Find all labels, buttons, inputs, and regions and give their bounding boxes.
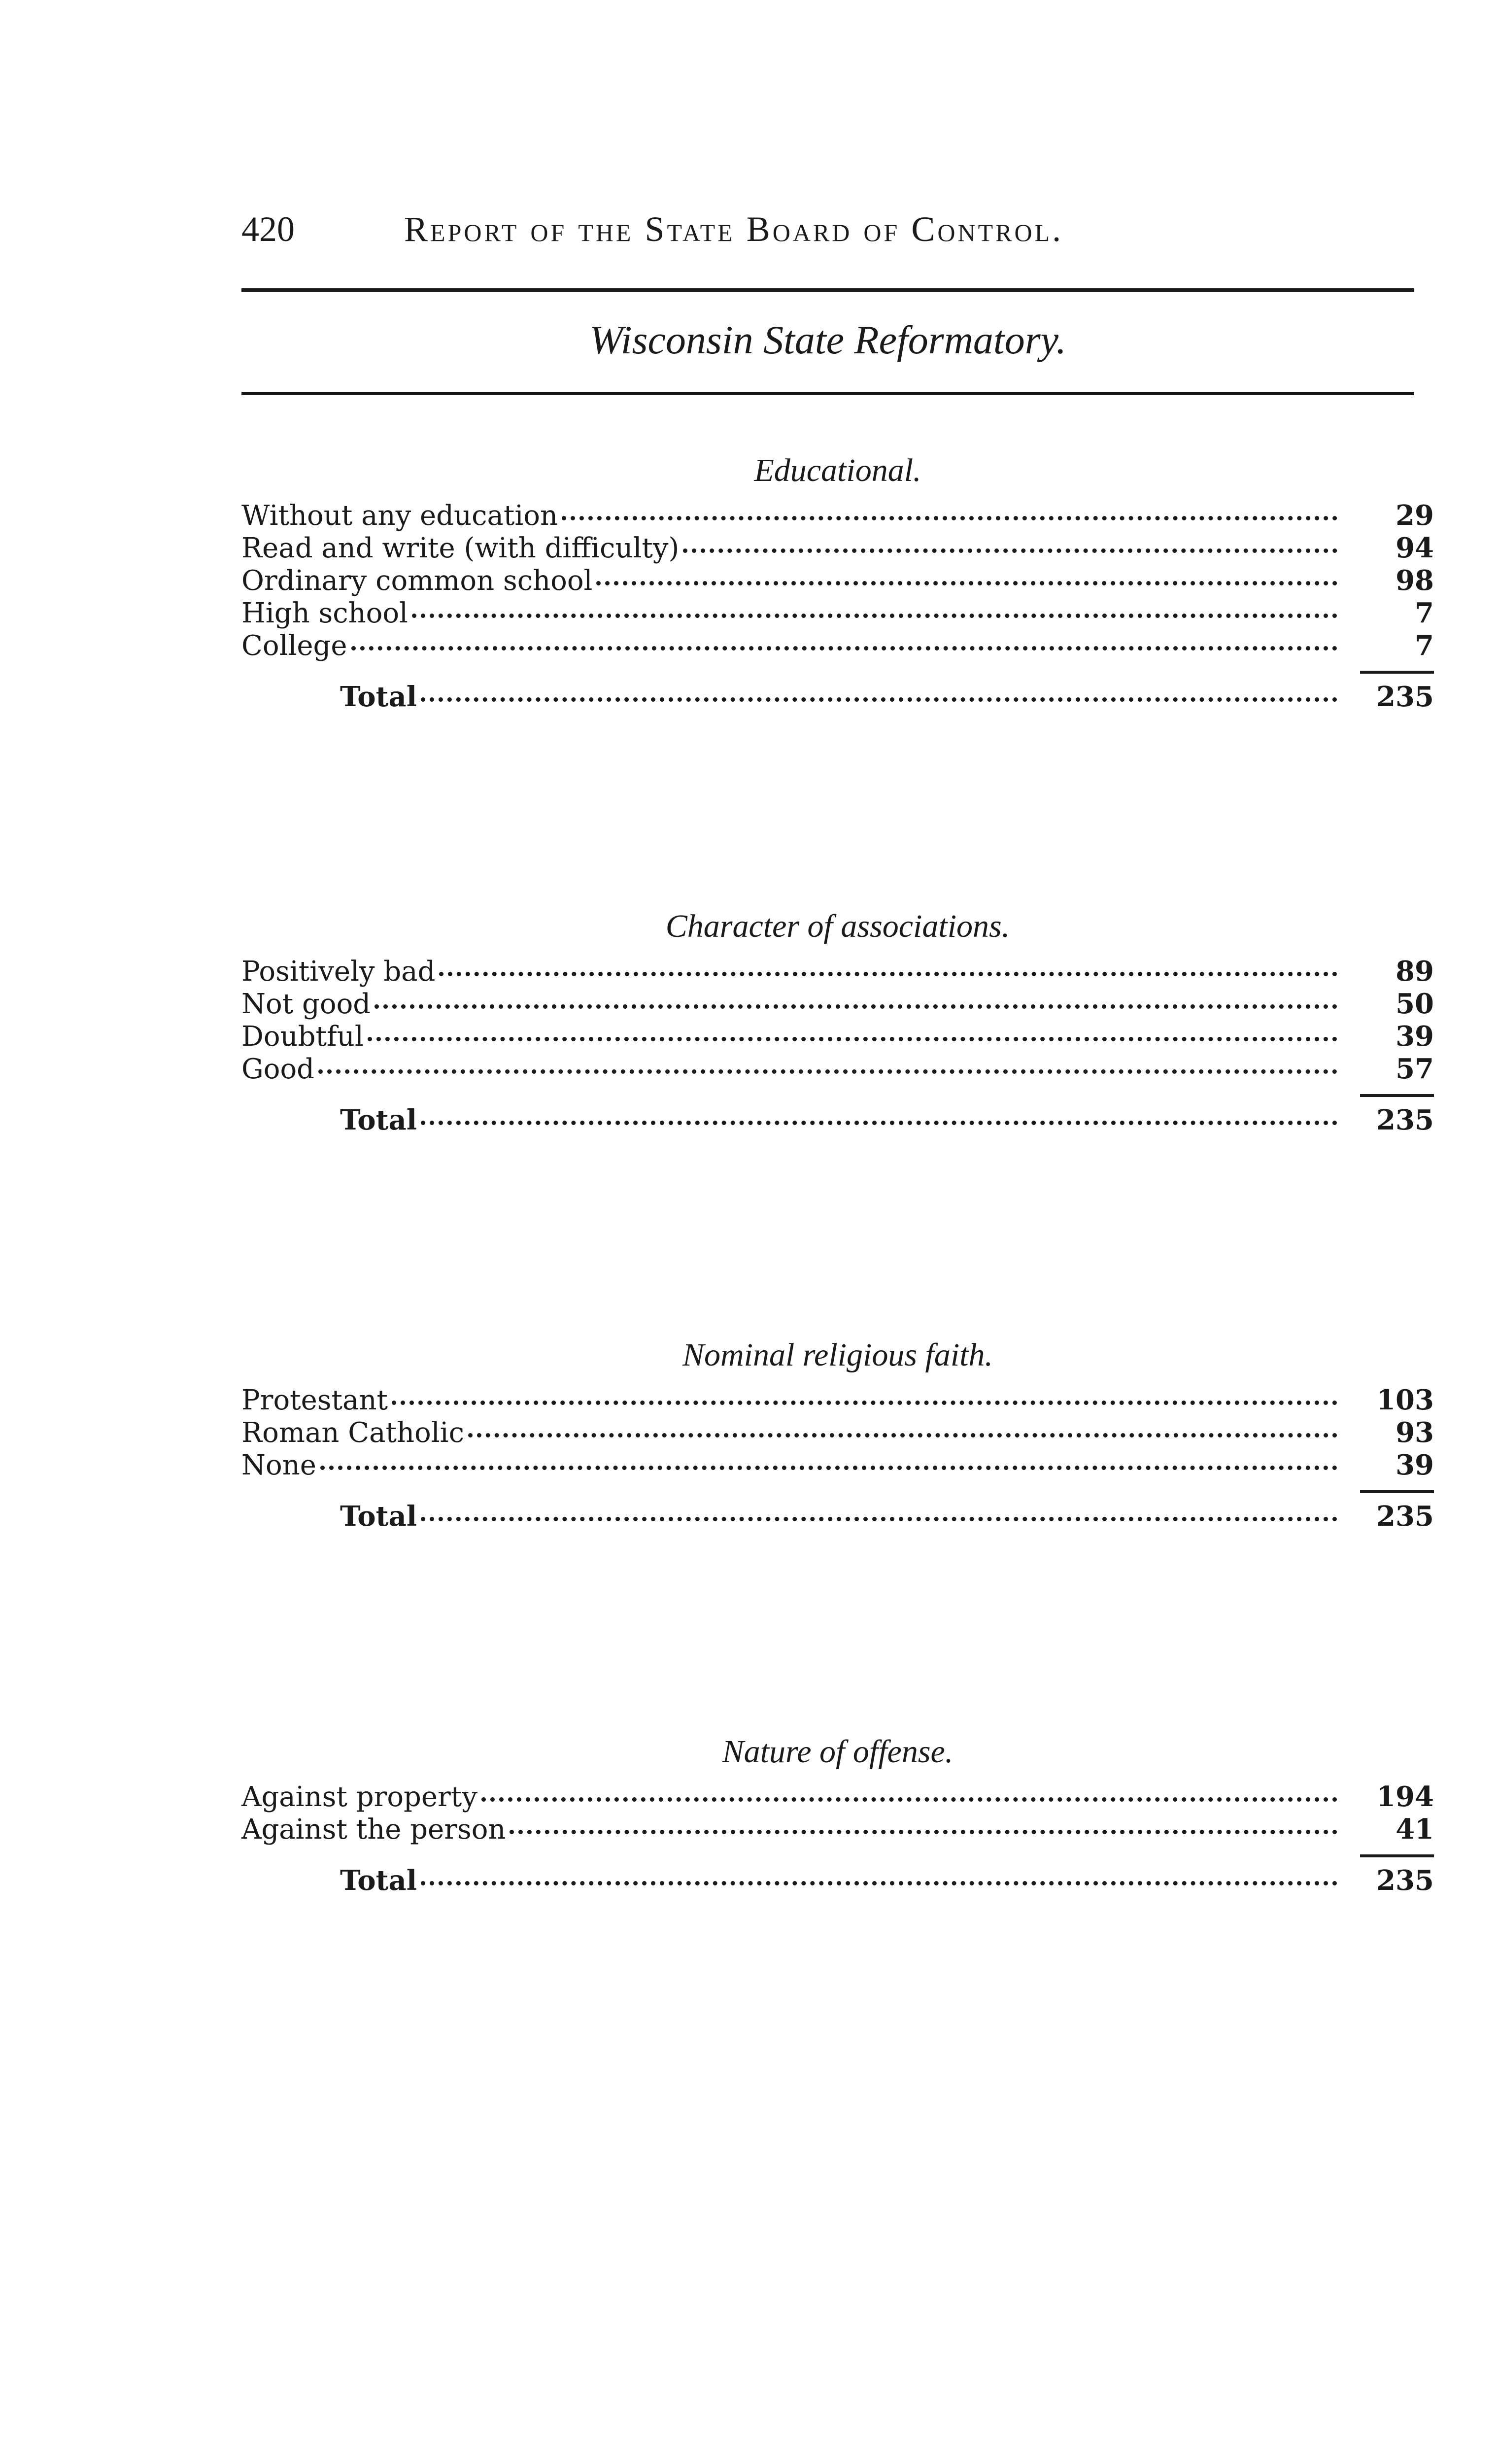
dot-leader bbox=[510, 1830, 1337, 1834]
row-label: Without any education bbox=[241, 500, 558, 532]
table-row bbox=[241, 1020, 1434, 1053]
table-row bbox=[241, 499, 1434, 532]
table-row bbox=[241, 597, 1434, 629]
row-value: 89 bbox=[1396, 955, 1434, 988]
row-value: 7 bbox=[1415, 597, 1434, 629]
total-row bbox=[241, 1500, 1434, 1533]
row-value: 29 bbox=[1396, 499, 1434, 532]
table bbox=[241, 499, 1434, 713]
total-label: Total bbox=[340, 1500, 417, 1533]
row-value: 93 bbox=[1396, 1416, 1434, 1449]
dot-leader bbox=[421, 697, 1337, 702]
section-religion bbox=[241, 1331, 1434, 1533]
dot-leader bbox=[481, 1797, 1337, 1802]
dot-leader bbox=[421, 1881, 1337, 1885]
row-value: 39 bbox=[1396, 1449, 1434, 1481]
dot-leader bbox=[421, 1121, 1337, 1125]
table-row bbox=[241, 1416, 1434, 1449]
row-label: Ordinary common school bbox=[241, 565, 593, 597]
dot-leader bbox=[468, 1433, 1337, 1437]
table-row bbox=[241, 988, 1434, 1020]
row-value: 50 bbox=[1396, 988, 1434, 1020]
total-row bbox=[241, 1864, 1434, 1897]
row-value: 41 bbox=[1396, 1813, 1434, 1846]
row-label: Positively bad bbox=[241, 956, 436, 988]
page-header bbox=[241, 202, 1414, 256]
dot-leader bbox=[351, 646, 1337, 650]
section-title: Character of associations. bbox=[665, 908, 1010, 944]
table bbox=[241, 1780, 1434, 1897]
table-row bbox=[241, 1780, 1434, 1813]
dot-leader bbox=[562, 516, 1337, 520]
row-value: 98 bbox=[1396, 564, 1434, 597]
sum-rule bbox=[1360, 1490, 1434, 1493]
row-value: 194 bbox=[1376, 1780, 1434, 1813]
row-value: 39 bbox=[1396, 1020, 1434, 1053]
table-row bbox=[241, 629, 1434, 662]
row-value: 7 bbox=[1415, 629, 1434, 662]
institution-title: Wisconsin State Reformatory. bbox=[589, 317, 1066, 362]
section-title: Nature of offense. bbox=[722, 1734, 953, 1770]
dot-leader bbox=[374, 1004, 1337, 1009]
section-title: Educational. bbox=[754, 452, 921, 488]
top-rule bbox=[241, 288, 1414, 292]
table-row bbox=[241, 1384, 1434, 1416]
table-row bbox=[241, 1813, 1434, 1846]
section-educational bbox=[241, 446, 1434, 713]
section-offense bbox=[241, 1727, 1434, 1897]
total-row bbox=[241, 681, 1434, 713]
dot-leader bbox=[439, 972, 1337, 976]
section-title: Nominal religious faith. bbox=[682, 1337, 993, 1373]
title-rule bbox=[241, 392, 1414, 395]
dot-leader bbox=[392, 1401, 1337, 1405]
dot-leader bbox=[412, 614, 1337, 618]
row-label: Good bbox=[241, 1053, 315, 1085]
row-value: 103 bbox=[1376, 1384, 1434, 1416]
total-label: Total bbox=[340, 1864, 417, 1897]
section-associations bbox=[241, 902, 1434, 1136]
table bbox=[241, 1384, 1434, 1533]
table-row bbox=[241, 532, 1434, 564]
dot-leader bbox=[596, 581, 1337, 585]
running-head: Report of the State Board of Control. bbox=[404, 209, 1064, 249]
dot-leader bbox=[421, 1517, 1337, 1521]
row-label: Roman Catholic bbox=[241, 1417, 464, 1449]
dot-leader bbox=[318, 1069, 1337, 1074]
row-label: Read and write (with difficulty) bbox=[241, 532, 680, 564]
row-label: Not good bbox=[241, 988, 371, 1020]
table bbox=[241, 955, 1434, 1136]
table-row bbox=[241, 564, 1434, 597]
row-label: Protestant bbox=[241, 1384, 388, 1416]
table-row bbox=[241, 955, 1434, 988]
dot-leader bbox=[368, 1037, 1337, 1041]
total-value: 235 bbox=[1376, 1864, 1434, 1897]
row-label: Doubtful bbox=[241, 1021, 364, 1053]
total-label: Total bbox=[340, 681, 417, 713]
row-value: 94 bbox=[1396, 532, 1434, 564]
dot-leader bbox=[320, 1466, 1337, 1470]
total-label: Total bbox=[340, 1104, 417, 1136]
total-value: 235 bbox=[1376, 681, 1434, 713]
page-number: 420 bbox=[241, 209, 295, 249]
row-label: Against the person bbox=[241, 1814, 506, 1846]
total-value: 235 bbox=[1376, 1500, 1434, 1533]
row-label: High school bbox=[241, 597, 408, 629]
row-label: Against property bbox=[241, 1781, 477, 1813]
row-label: None bbox=[241, 1449, 316, 1481]
dot-leader bbox=[683, 548, 1337, 553]
total-value: 235 bbox=[1376, 1104, 1434, 1136]
row-value: 57 bbox=[1396, 1053, 1434, 1085]
total-row bbox=[241, 1104, 1434, 1136]
sum-rule bbox=[1360, 671, 1434, 674]
table-row bbox=[241, 1053, 1434, 1085]
sum-rule bbox=[1360, 1094, 1434, 1097]
sum-rule bbox=[1360, 1854, 1434, 1857]
row-label: College bbox=[241, 630, 347, 662]
table-row bbox=[241, 1449, 1434, 1481]
